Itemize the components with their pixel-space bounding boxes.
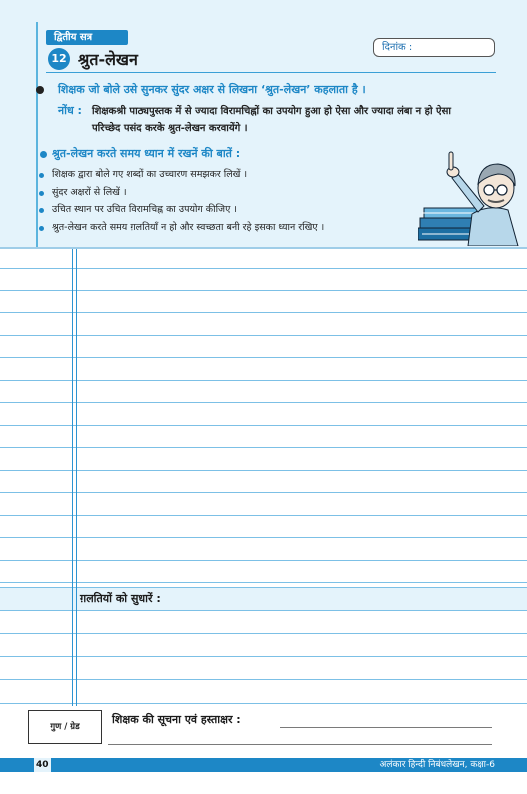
corrections-title: ग़लतियों को सुधारें : xyxy=(80,592,161,605)
tips-list xyxy=(38,166,438,236)
tip-text: उचित स्थान पर उचित विरामचिह्न का उपयोग कीजिए । xyxy=(52,204,237,215)
corrections-area[interactable] xyxy=(0,611,527,706)
ruled-line xyxy=(0,402,527,403)
ruled-line xyxy=(0,633,527,634)
list-item xyxy=(38,166,438,184)
lesson-number-badge: 12 xyxy=(48,48,70,70)
note-text: शिक्षकश्री पाठ्यपुस्तक में से ज्यादा विरामचिह्नों का उपयोग हुआ हो ऐसा और ज्यादा लंबा न हो ऐसा परिच्छेद पसंद करके श्रुत-लेखन करवायेंगे । xyxy=(92,106,451,134)
ruled-line xyxy=(0,656,527,657)
grade-box[interactable]: गुण / ग्रेड xyxy=(28,710,102,744)
ruled-line xyxy=(0,268,527,269)
ruled-line xyxy=(0,679,527,680)
book-title: अलंकार हिन्दी निबंधलेखन, कक्षा-6 xyxy=(379,760,495,770)
ruled-line xyxy=(0,703,527,704)
definition-text: शिक्षक जो बोले उसे सुनकर सुंदर अक्षर से लिखना ‘श्रुत-लेखन’ कहलाता है । xyxy=(58,83,366,96)
ruled-line xyxy=(0,357,527,358)
list-item xyxy=(38,184,438,202)
ruled-line xyxy=(0,560,527,561)
margin-rule xyxy=(72,249,73,756)
bullet-icon xyxy=(39,226,44,231)
title-underline xyxy=(46,72,496,73)
teacher-sign-label: शिक्षक की सूचना एवं हस्ताक्षर : xyxy=(112,713,241,726)
ruled-line xyxy=(0,312,527,313)
ruled-line xyxy=(0,492,527,493)
bullet-icon xyxy=(39,208,44,213)
ruled-line xyxy=(0,515,527,516)
ruled-line xyxy=(0,447,527,448)
lesson-title: श्रुत-लेखन xyxy=(78,50,138,69)
bullet-icon xyxy=(39,173,44,178)
ruled-line xyxy=(0,537,527,538)
tip-text: सुंदर अक्षरों से लिखें । xyxy=(52,186,127,198)
ruled-line xyxy=(0,335,527,336)
tips-heading: श्रुत-लेखन करते समय ध्यान में रखनें की बातें : xyxy=(52,147,241,160)
intro-bullet-icon xyxy=(36,86,44,94)
note-label: नोंध : xyxy=(58,104,82,117)
teacher-illustration-icon xyxy=(418,148,522,246)
signature-line[interactable] xyxy=(280,727,492,728)
tip-text: शिक्षक द्वारा बोले गए शब्दों का उच्चारण समझकर लिखें । xyxy=(52,169,248,180)
tip-text: श्रुत-लेखन करते समय ग़लतियाँ न हो और स्वच्छता बनी रहे इसका ध्यान रखिए । xyxy=(52,221,325,233)
writing-area[interactable] xyxy=(0,249,527,586)
tips-bullet-icon xyxy=(40,151,47,158)
ruled-line xyxy=(0,582,527,583)
ruled-line xyxy=(0,470,527,471)
page-number: 40 xyxy=(36,760,49,770)
ruled-line xyxy=(0,425,527,426)
list-item xyxy=(38,219,438,237)
signature-line[interactable] xyxy=(108,744,492,745)
list-item xyxy=(38,201,438,219)
ruled-line xyxy=(0,290,527,291)
ruled-line xyxy=(0,380,527,381)
date-field[interactable]: दिनांक : xyxy=(373,38,495,57)
margin-rule xyxy=(76,249,77,756)
bullet-icon xyxy=(39,191,44,196)
term-tag: द्वितीय सत्र xyxy=(46,30,128,45)
